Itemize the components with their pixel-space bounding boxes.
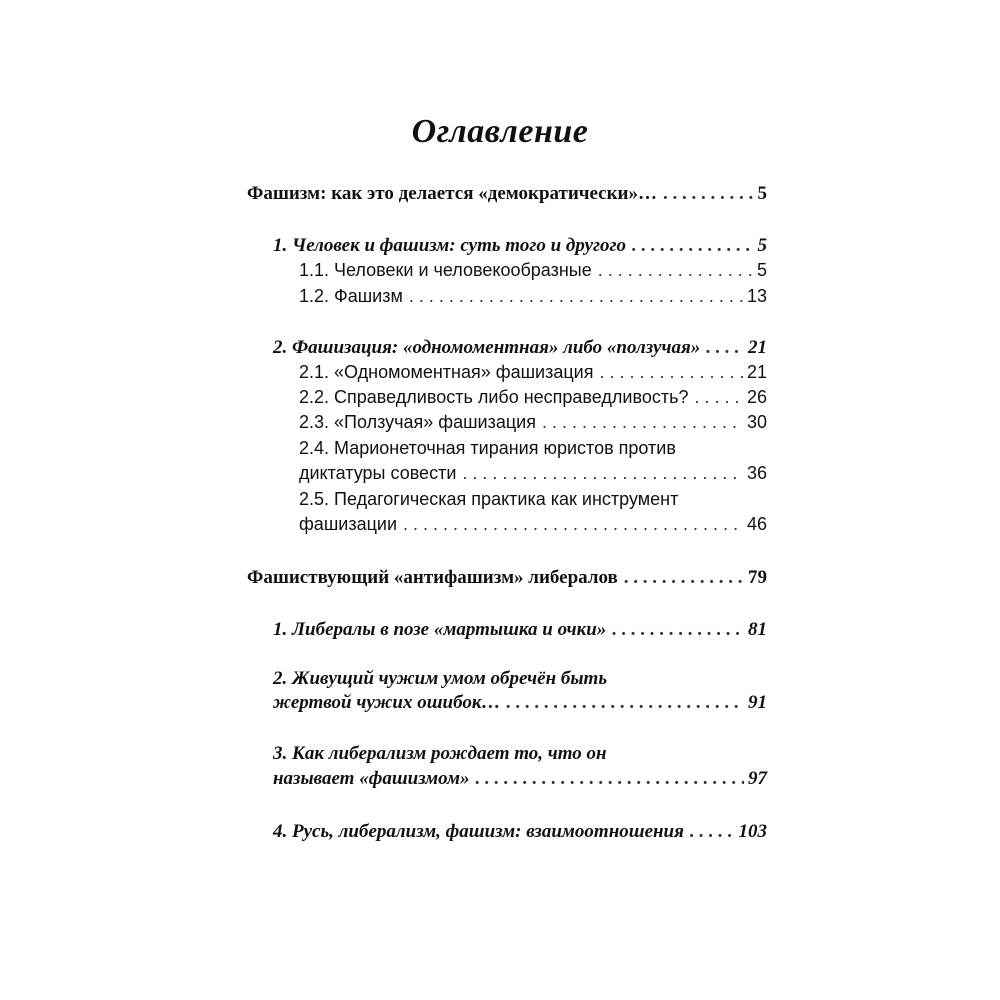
toc-entry-page: 5: [756, 260, 767, 280]
leader-dots: [598, 257, 753, 283]
toc-entry-chapter-p2-2-line1: 2. Живущий чужим умом обречён быть: [273, 668, 608, 689]
toc-entry-section-1-1: [299, 257, 767, 283]
leader-dots: [694, 384, 743, 410]
toc-entry-page: 13: [746, 286, 767, 306]
toc-entry-chapter-p2-1: [273, 617, 767, 643]
leader-dots: [506, 690, 744, 716]
toc-entry-section-2-5: [299, 511, 767, 537]
toc-entry-section-2-4: [299, 460, 767, 486]
toc-entry-part-1: [247, 181, 767, 207]
toc-entry-label: 2. Фашизация: «одномоментная» либо «ползучая»: [273, 337, 701, 358]
leader-dots: [599, 359, 743, 385]
toc-entry-section-2-2: [299, 384, 767, 410]
toc-entry-chapter-p2-3: [273, 766, 767, 792]
page-title: Оглавление: [411, 113, 589, 150]
toc-entry-page: 97: [748, 768, 767, 789]
leader-dots: [612, 617, 744, 643]
toc-entry-section-2-1: [299, 359, 767, 385]
leader-dots: [663, 181, 753, 207]
leader-dots: [475, 766, 744, 792]
toc-entry-page: 79: [748, 567, 767, 588]
toc-entry-page: 5: [757, 183, 767, 204]
leader-dots: [706, 335, 744, 361]
toc-entry-label: диктатуры совести: [299, 463, 457, 483]
toc-entry-label: фашизации: [299, 514, 397, 534]
leader-dots: [632, 233, 753, 259]
toc-entry-label: 2.2. Справедливость либо несправедливость?: [299, 387, 689, 407]
toc-entry-section-2-3: [299, 409, 767, 435]
toc-entry-label: 1. Человек и фашизм: суть того и другого: [273, 235, 627, 256]
toc-entry-label: 1.2. Фашизм: [299, 286, 403, 306]
toc-entry-section-2-4-line1: 2.4. Марионеточная тирания юристов против: [299, 438, 676, 458]
toc-entry-section-2-5-line1: 2.5. Педагогическая практика как инструмент: [299, 489, 679, 509]
toc-entry-page: 91: [748, 692, 767, 713]
toc-entry-page: 21: [748, 337, 767, 358]
leader-dots: [690, 819, 735, 845]
toc-entry-page: 81: [748, 619, 767, 640]
leader-dots: [403, 511, 743, 537]
toc-entry-label: называет «фашизмом»: [273, 768, 470, 789]
leader-dots: [542, 409, 743, 435]
toc-entry-page: 21: [746, 362, 767, 382]
toc-entry-label: 1. Либералы в позе «мартышка и очки»: [273, 619, 607, 640]
toc-entry-page: 30: [746, 412, 767, 432]
toc-entry-part-2: [247, 565, 767, 591]
toc-entry-page: 46: [746, 514, 767, 534]
toc-entry-page: 103: [738, 821, 767, 842]
toc-entry-label: Фашизм: как это делается «демократически»…: [247, 183, 658, 204]
toc-entry-chapter-p2-3-line1: 3. Как либерализм рождает то, что он: [273, 743, 607, 764]
toc-entry-chapter-1: [273, 233, 767, 259]
toc-entry-label: 1.1. Человеки и человекообразные: [299, 260, 592, 280]
toc-entry-label: 4. Русь, либерализм, фашизм: взаимоотношения: [273, 821, 684, 842]
toc-entry-label: 2.1. «Одномоментная» фашизация: [299, 362, 594, 382]
toc-entry-label: Фашиствующий «антифашизм» либералов: [247, 567, 618, 588]
leader-dots: [624, 565, 744, 591]
toc-entry-chapter-p2-4: [273, 819, 767, 845]
toc-entry-page: 26: [746, 387, 767, 407]
toc-entry-page: 36: [746, 463, 767, 483]
toc-entry-section-1-2: [299, 283, 767, 309]
toc-entry-label: жертвой чужих ошибок…: [273, 692, 501, 713]
toc-entry-chapter-2: [273, 335, 767, 361]
toc-entry-page: 5: [757, 235, 767, 256]
leader-dots: [462, 460, 743, 486]
toc-entry-chapter-p2-2: [273, 690, 767, 716]
toc-entry-label: 2.3. «Ползучая» фашизация: [299, 412, 536, 432]
leader-dots: [409, 283, 743, 309]
